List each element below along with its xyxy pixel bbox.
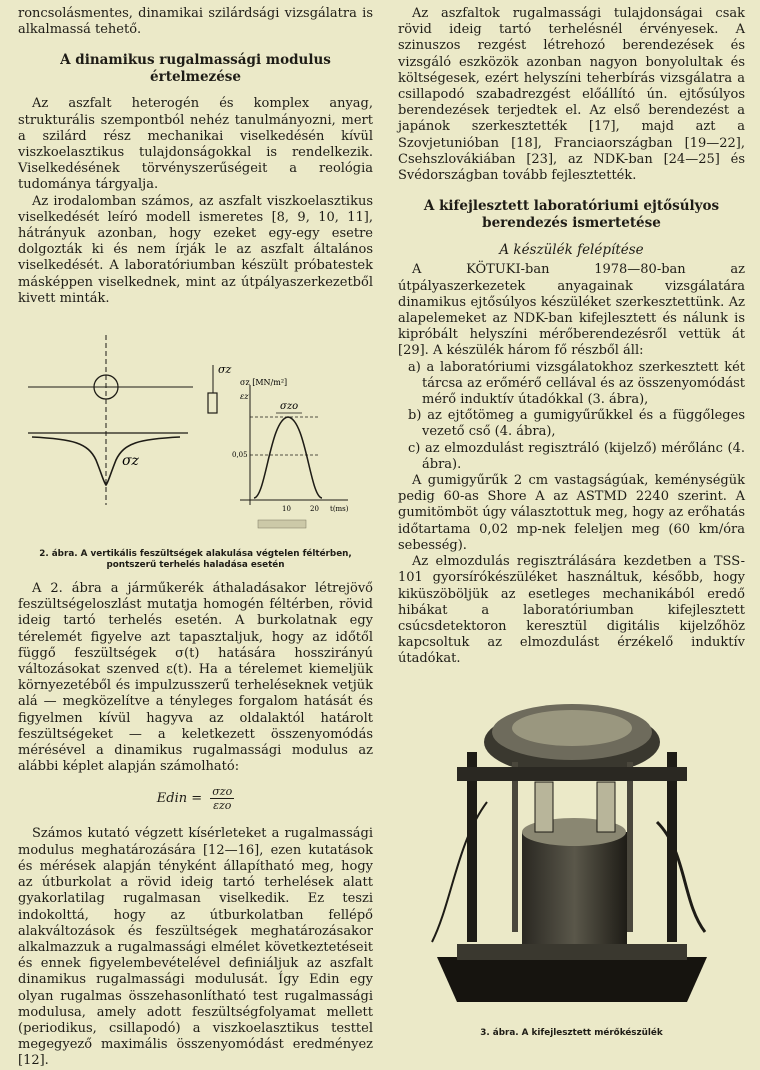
figure-2-stress-diagram: [18, 315, 373, 545]
paragraph-rubber-rings: A gumigyűrűk 2 cm vastagságúak, keménységük pedig 60-as Shore A az ASTMD 2240 szerint. A gumitömböt úgy választottuk meg, hogy az erőhatás időtartama 0,02 mp-nek feleljen meg (60 km/óra sebesség).: [398, 473, 745, 553]
paragraph-kotuki: A KÖTUKI-ban 1978—80-ban az útpályaszerkezetek anyagainak vizsgálatára dinamikus ejtősúlyos készüléket szerkesztettünk. Az alapelemeket az NDK-ban kifejlesztett és nálunk is kipróbált helyszíni mérőberendezésről vettük át [29]. A készülék három fő részből áll:: [398, 262, 745, 359]
formula-denominator: εzo: [213, 799, 232, 813]
list-item-a: a) a laboratóriumi vizsgálatokhoz szerkesztett két tárcsa az erőmérő cellával és az összenyomódást mérő induktív útadókkal (3. ábra),: [408, 359, 745, 408]
sigma-z-curve-label: σz: [122, 453, 139, 470]
formula-lhs: Edin =: [156, 791, 203, 807]
formula-fraction: [210, 785, 234, 812]
y-tick-label: 0,05: [232, 451, 248, 460]
paragraph-research-results: Számos kutató végzett kísérleteket a rugalmassági modulus meghatározására [12—16], ezen kutatások és mérések alapján tényként állapítható meg, hogy az útburkolat a rövid ideig tartó terhelések alatt gyakorlatilag rugalmasan viselkedik. Ez teszi indokolttá, hogy az útburkolatban fellépő alakváltozások és feszültségek meghatározásakor alkalmazzuk a rugalmassági elmélet következtetéseit és ennek figyelembevételével definiáljuk az aszfalt dinamikus rugalmassági modulusát. Így Edin egy olyan rugalmas összehasonlítható test rugalmassági modulusa, amely adott feszültségfolyamat mellett (periodikus, csillapodó) a viszkoelasztikus testtel megegyező maximális összenyomódást eredményez [12].: [18, 826, 373, 1069]
figure-3-caption: 3. ábra. A kifejlesztett mérőkészülék: [480, 1027, 663, 1038]
paragraph-intro-continued: roncsolásmentes, dinamikai szilárdsági vizsgálatra is alkalmassá tehető.: [18, 6, 373, 38]
eps-label: εz: [240, 392, 249, 402]
figure-3-device-photo: [427, 682, 717, 1022]
section-heading-device: A kifejlesztett laboratóriumi ejtősúlyos berendezés ismertetése: [423, 198, 720, 232]
figure-2-caption: 2. ábra. A vertikális feszültségek alakulása végtelen féltérben, pontszerű terhelés haladása esetén: [39, 549, 352, 571]
section-heading-modulus: A dinamikus rugalmassági modulus értelmezése: [60, 52, 331, 86]
sigma-zo-label: σzo: [280, 401, 299, 413]
x-tick-label-1: 10: [282, 505, 291, 514]
x-axis-label: t(ms): [330, 505, 349, 514]
left-column: [18, 6, 373, 1070]
list-item-c: c) az elmozdulást regisztráló (kijelző) mérőlánc (4. ábra).: [408, 440, 745, 472]
right-column: [398, 6, 745, 1049]
formula-edin: [18, 785, 373, 812]
paragraph-falling-weight: Az aszfaltok rugalmassági tulajdonságai csak rövid ideig tartó terhelésnél érvényesek. A szinuszos rezgést létrehozó berendezések és vizsgáló eszközök azonban nagyon bonyolultak és költségesek, ezért helyszíni teherbírás vizsgálatra a csillapodó szabadrezgést előállító ún. ejtősúlyos berendezések terjedtek el. Az első berendezést a japánok szerkesztették [17], majd azt a Szovjetunióban [18], Franciaországban [19—22], Csehszlovákiában [23], az NDK-ban [24—25] és Svédországban tovább fejlesztették.: [398, 6, 745, 184]
paragraph-literature-models: Az irodalomban számos, az aszfalt viszkoelasztikus viselkedését leíró modell ismeretes [8, 9, 10, 11], hátrányuk azonban, hogy ezeket egy-egy esetre dolgozták ki és nem írják le az aszfalt általános viselkedését. A laboratóriumban készült próbatestek másképpen viselkednek, mint az útpályaszerkezetből kivett minták.: [18, 193, 373, 306]
subsection-heading-structure: A készülék felépítése: [499, 242, 644, 259]
paragraph-registration: Az elmozdulás regisztrálására kezdetben a TSS-101 gyorsírókészüléket használtuk, később, hogy kiküszöböljük az esetleges mechanikából eredő hibákat a laboratóriumban kifejlesztett csúcsdetektoron keresztül digitális kijelzőhöz kapcsoltuk az elmozdulást érzékelő induktív útadókat.: [398, 554, 745, 667]
formula-numerator: σzo: [212, 785, 233, 799]
paragraph-stress-distribution: A 2. ábra a járműkerék áthaladásakor létrejövő feszültségeloszlást mutatja homogén féltérben, rövid ideig tartó terhelés esetén. A burkolatnak egy térelemét figyelve azt tapasztaljuk, hogy az időtől függő feszültségek σ(t) hatására hosszirányú változásokat szenved ε(t). Ha a térelemet kiemeljük környezetéből és impulzusszerű terheléseknek vetjük alá — megközelítve a tényleges forgalom hatását és figyelmen kívül hagyva az oldalaktól határolt feszültségeket — a keletkezett összenyomódás mérésével a dinamikus rugalmassági modulus az alábbi képlet alapján számolható:: [18, 581, 373, 775]
paragraph-asphalt-structure: Az aszfalt heterogén és komplex anyag, strukturális szempontból nehéz tanulmányozni, mert a szilárd rész mechanikai viselkedésén kívül viszkoelasztikus tulajdonságokkal is rendelkezik. Viselkedésének törvényszerűségeit a reológia tudománya tárgyalja.: [18, 96, 373, 193]
y-axis-label: σz [MN/m²]: [240, 378, 288, 388]
list-item-b: b) az ejtőtömeg a gumigyűrűkkel és a függőleges vezető cső (4. ábra),: [408, 408, 745, 440]
x-tick-label-2: 20: [310, 505, 319, 514]
sigma-z-element-label: σz: [218, 363, 232, 377]
